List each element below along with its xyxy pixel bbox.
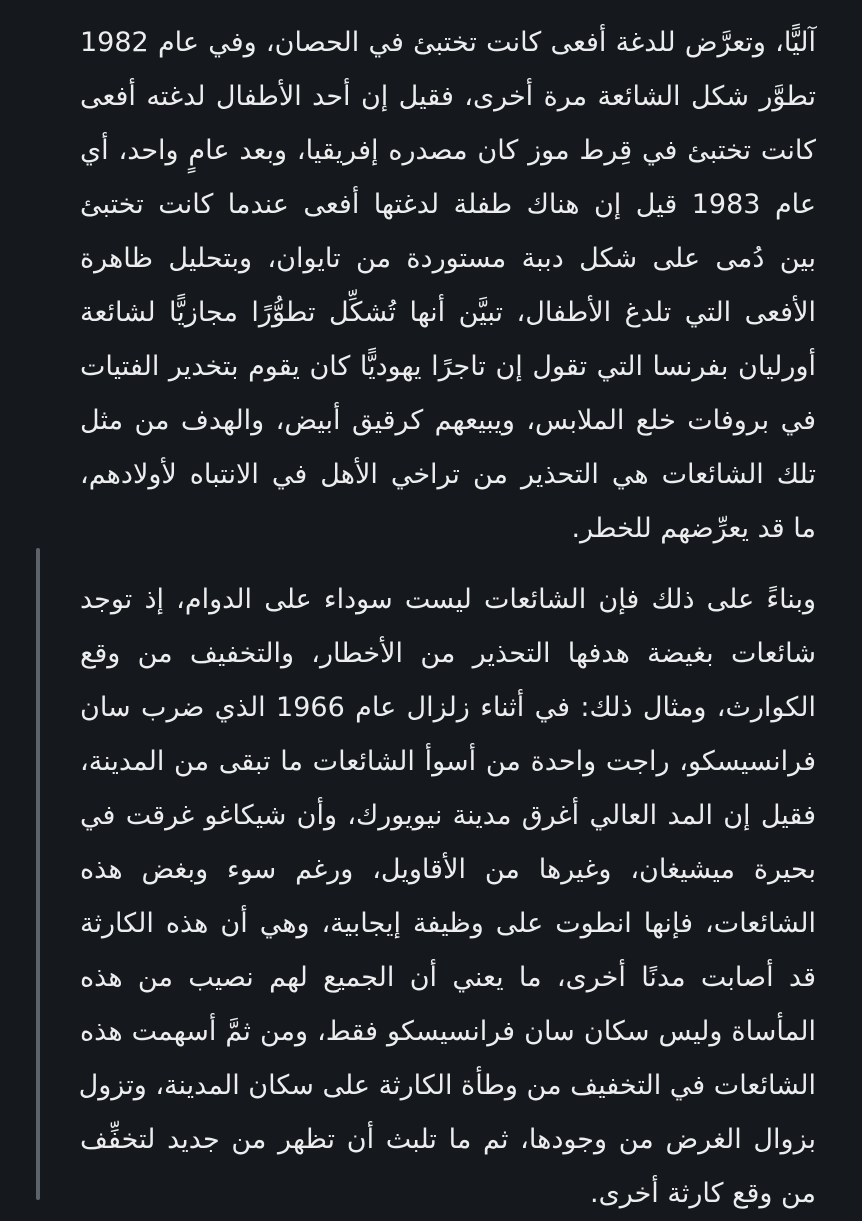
text-line: أورليان بفرنسا التي تقول إن تاجرًا يهوديًّا كان يقوم بتخدير الفتيات bbox=[80, 351, 816, 382]
text-line: شائعات بغيضة هدفها التحذير من الأخطار، والتخفيف من وقع bbox=[80, 638, 816, 669]
text-line: ما قد يعرِّضهم للخطر. bbox=[571, 513, 816, 544]
text-line: بزوال الغرض من وجودها، ثم ما تلبث أن تظهر من جديد لتخفِّف bbox=[80, 1124, 816, 1155]
text-line: كانت تختبئ في قِرط موز كان مصدره إفريقيا، وبعد عامٍ واحد، أي bbox=[80, 135, 816, 166]
paragraph-1 bbox=[80, 16, 816, 556]
text-line: فرانسيسكو، راجت واحدة من أسوأ الشائعات ما تبقى من المدينة، bbox=[80, 746, 816, 777]
text-line: عام 1983 قيل إن هناك طفلة لدغتها أفعى عندما كانت تختبئ bbox=[80, 189, 816, 220]
text-line: المأساة وليس سكان سان فرانسيسكو فقط، ومن ثمَّ أسهمت هذه bbox=[80, 1016, 816, 1047]
text-line: بحيرة ميشيغان، وغيرها من الأقاويل، ورغم سوء وبغض هذه bbox=[80, 854, 816, 885]
paragraph-2 bbox=[80, 573, 816, 1221]
text-line: تطوَّر شكل الشائعة مرة أخرى، فقيل إن أحد الأطفال لدغته أفعى bbox=[80, 81, 816, 112]
text-line: الشائعات، فإنها انطوت على وظيفة إيجابية، وهي أن هذه الكارثة bbox=[80, 908, 816, 939]
text-line: في بروفات خلع الملابس، ويبيعهم كرقيق أبيض، والهدف من مثل bbox=[80, 405, 816, 436]
quote-bar bbox=[36, 548, 40, 1200]
text-line: الشائعات في التخفيف من وطأة الكارثة على سكان المدينة، وتزول bbox=[78, 1070, 816, 1101]
text-line: فقيل إن المد العالي أغرق مدينة نيويورك، وأن شيكاغو غرقت في bbox=[80, 800, 816, 831]
text-line: بين دُمى على شكل دببة مستوردة من تايوان، وبتحليل ظاهرة bbox=[80, 243, 816, 274]
text-line: قد أصابت مدنًا أخرى، ما يعني أن الجميع لهم نصيب من هذه bbox=[80, 962, 816, 993]
text-line: آليًّا، وتعرَّض للدغة أفعى كانت تختبئ في الحصان، وفي عام 1982 bbox=[80, 27, 816, 58]
text-line: الكوارث، ومثال ذلك: في أثناء زلزال عام 1966 الذي ضرب سان bbox=[80, 692, 816, 723]
text-line: تلك الشائعات هي التحذير من تراخي الأهل في الانتباه لأولادهم، bbox=[80, 459, 816, 490]
text-line: وبناءً على ذلك فإن الشائعات ليست سوداء على الدوام، إذ توجد bbox=[80, 584, 816, 615]
text-line: من وقع كارثة أخرى. bbox=[590, 1178, 816, 1209]
text-line: الأفعى التي تلدغ الأطفال، تبيَّن أنها تُشكِّل تطوُّرًا مجازيًّا لشائعة bbox=[80, 297, 816, 328]
